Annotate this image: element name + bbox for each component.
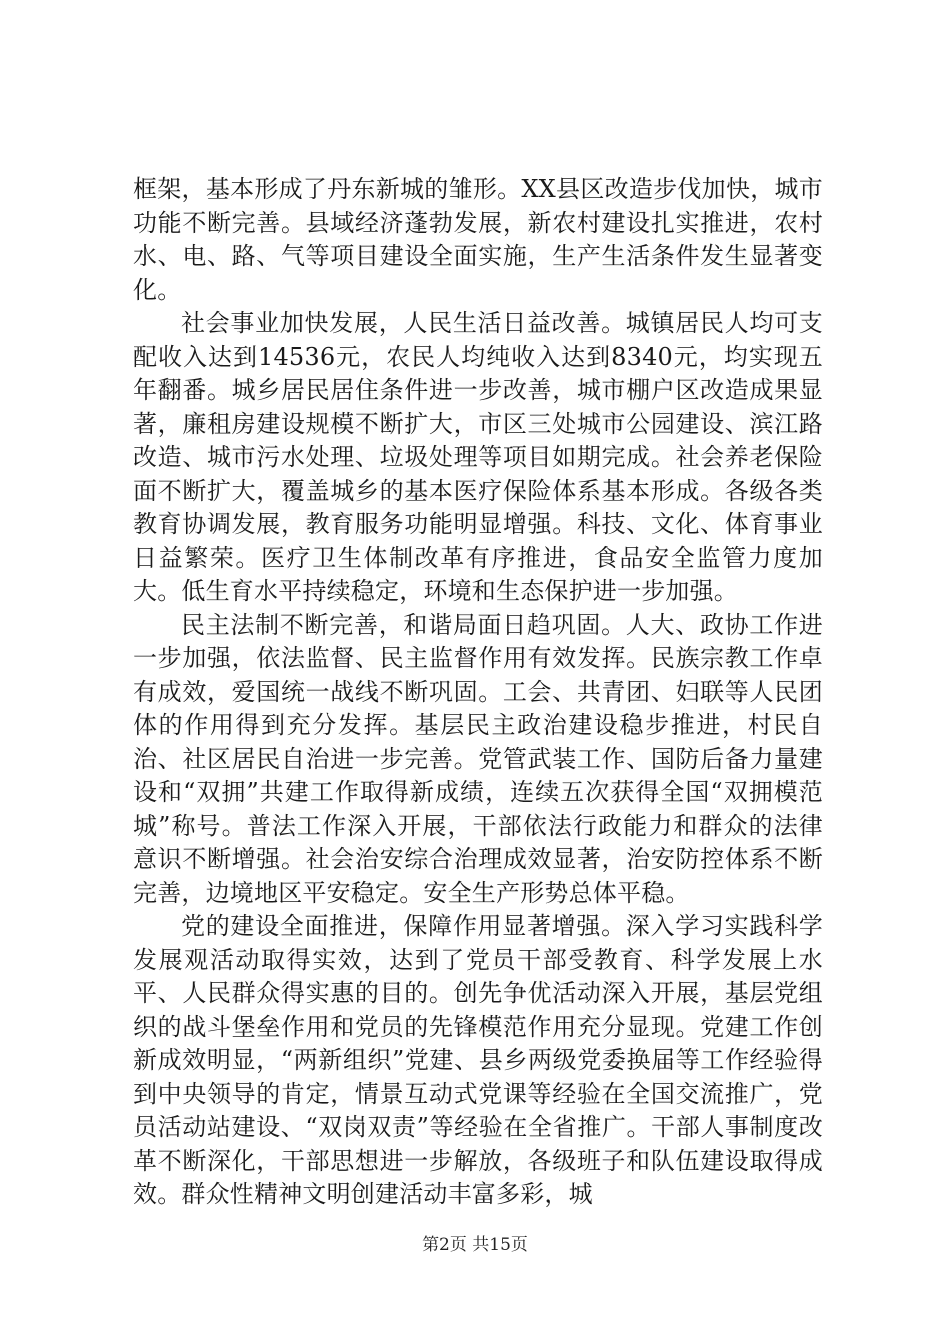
paragraph-4: 党的建设全面推进，保障作用显著增强。深入学习实践科学发展观活动取得实效，达到了党员干部受教育、科学发展上水平、人民群众得实惠的目的。创先争优活动深入开展，基层党组织的战斗堡垒作用和党员的先锋模范作用充分显现。党建工作创新成效明显，“两新组织”党建、县乡两级党委换届等工作经验得到中央领导的肯定，情景互动式党课等经验在全国交流推广，党员活动站建设、“双岗双责”等经验在全省推广。干部人事制度改革不断深化，干部思想进一步解放，各级班子和队伍建设取得成效。群众性精神文明创建活动丰富多彩，城: [133, 912, 823, 1208]
paragraph-2: 社会事业加快发展，人民生活日益改善。城镇居民人均可支配收入达到14536元，农民人均纯收入达到8340元，均实现五年翻番。城乡居民居住条件进一步改善，城市棚户区改造成果显著，廉租房建设规模不断扩大，市区三处城市公园建设、滨江路改造、城市污水处理、垃圾处理等项目如期完成。社会养老保险面不断扩大，覆盖城乡的基本医疗保险体系基本形成。各级各类教育协调发展，教育服务功能明显增强。科技、文化、体育事业日益繁荣。医疗卫生体制改革有序推进，食品安全监管力度加大。低生育水平持续稳定，环境和生态保护进一步加强。: [133, 309, 823, 605]
paragraph-1: 框架，基本形成了丹东新城的雏形。XX县区改造步伐加快，城市功能不断完善。县域经济蓬勃发展，新农村建设扎实推进，农村水、电、路、气等项目建设全面实施，生产生活条件发生显著变化。: [133, 175, 823, 304]
document-body: [133, 173, 823, 1212]
page-footer: 第2页 共15页: [422, 1235, 528, 1255]
paragraph-3: 民主法制不断完善，和谐局面日趋巩固。人大、政协工作进一步加强，依法监督、民主监督作用有效发挥。民族宗教工作卓有成效，爱国统一战线不断巩固。工会、共青团、妇联等人民团体的作用得到充分发挥。基层民主政治建设稳步推进，村民自治、社区居民自治进一步完善。党管武装工作、国防后备力量建设和“双拥”共建工作取得新成绩，连续五次获得全国“双拥模范城”称号。普法工作深入开展，干部依法行政能力和群众的法律意识不断增强。社会治安综合治理成效显著，治安防控体系不断完善，边境地区平安稳定。安全生产形势总体平稳。: [133, 610, 823, 907]
